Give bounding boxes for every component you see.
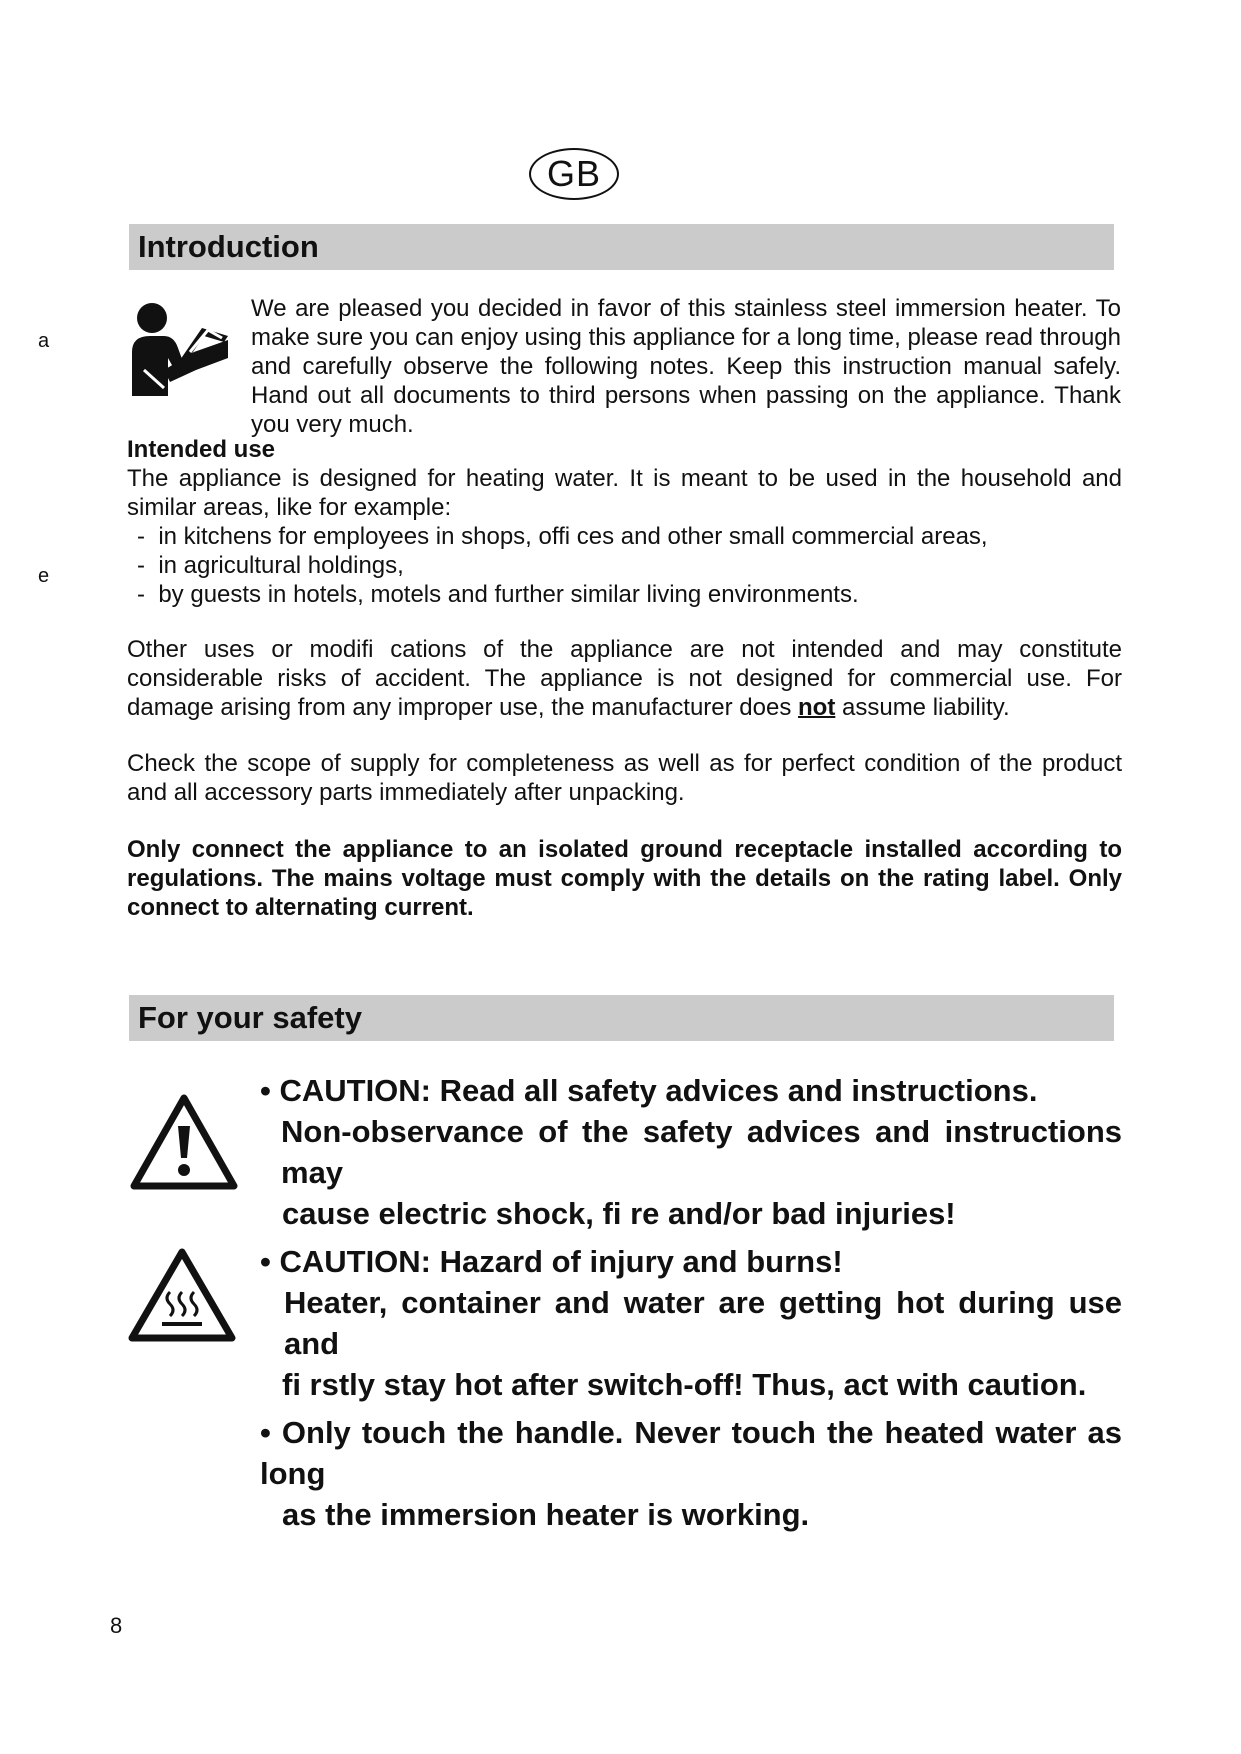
introduction-heading-bar [129,224,1114,270]
note-line-2: as the immersion heater is working. [282,1497,810,1532]
other-uses-emphasis: not [798,694,836,721]
check-scope-paragraph: Check the scope of supply for completeness as well as for perfect condition of the product and all accessory parts immediately after unpacking. [127,750,1122,806]
warning-triangle-icon [128,1092,240,1192]
list-item: - in kitchens for employees in shops, offi ces and other small commercial areas, [127,522,1122,551]
intended-use-heading: Intended use [127,436,276,463]
caution-2-line-3: fi rstly stay hot after switch-off! Thus, act with caution. [282,1367,1087,1402]
caution-1-line-3: cause electric shock, fi re and/or bad injuries! [282,1196,956,1231]
other-uses-text: Other uses or modifi cations of the appliance are not intended and may constitute considerable risks of accident. The appliance is not designed for commercial use. For damage arising from any improper use, the manufacturer does [127,636,1122,721]
other-uses-text-end: assume liability. [835,694,1010,721]
caution-burns [260,1241,1122,1405]
caution-2-line-1: • CAUTION: Hazard of injury and burns! [260,1244,843,1279]
caution-1-line-1: • CAUTION: Read all safety advices and instructions. [260,1073,1038,1108]
intended-use-block [127,435,1122,609]
hot-surface-icon [126,1246,238,1344]
handle-note [260,1412,1122,1535]
caution-1-line-2: Non-observance of the safety advices and instructions may [281,1114,1122,1190]
introduction-paragraph: We are pleased you decided in favor of this stainless steel immersion heater. To make sure you can enjoy using this appliance for a long time, please read through and carefully observe the following notes. Keep this instruction manual safely. Hand out all documents to third persons when passing on the appliance. Thank you very much. [251,295,1121,438]
safety-title: For your safety [138,1000,362,1035]
caution-2-line-2: Heater, container and water are getting hot during use and [284,1285,1122,1361]
other-uses-paragraph [127,635,1122,722]
safety-heading-bar [129,995,1114,1041]
intended-use-list [127,522,1122,609]
list-item: - in agricultural holdings, [127,551,1122,580]
intended-use-text: The appliance is designed for heating water. It is meant to be used in the household and similar areas, like for example: [127,465,1122,521]
list-item: - by guests in hotels, motels and further similar living environments. [127,580,1122,609]
read-manual-icon [124,300,234,400]
connect-note: Only connect the appliance to an isolated ground receptacle installed according to regulations. The mains voltage must comply with the details on the rating label. Only connect to alternating current. [127,836,1122,921]
language-badge [529,148,619,200]
note-line-1: • Only touch the handle. Never touch the heated water as long [260,1415,1122,1491]
introduction-title: Introduction [138,229,319,264]
margin-letter-a: a [38,330,50,352]
page-number: 8 [110,1613,123,1638]
margin-letter-e: e [38,565,50,587]
language-badge-label: GB [546,153,601,194]
caution-read-instructions [260,1070,1122,1234]
